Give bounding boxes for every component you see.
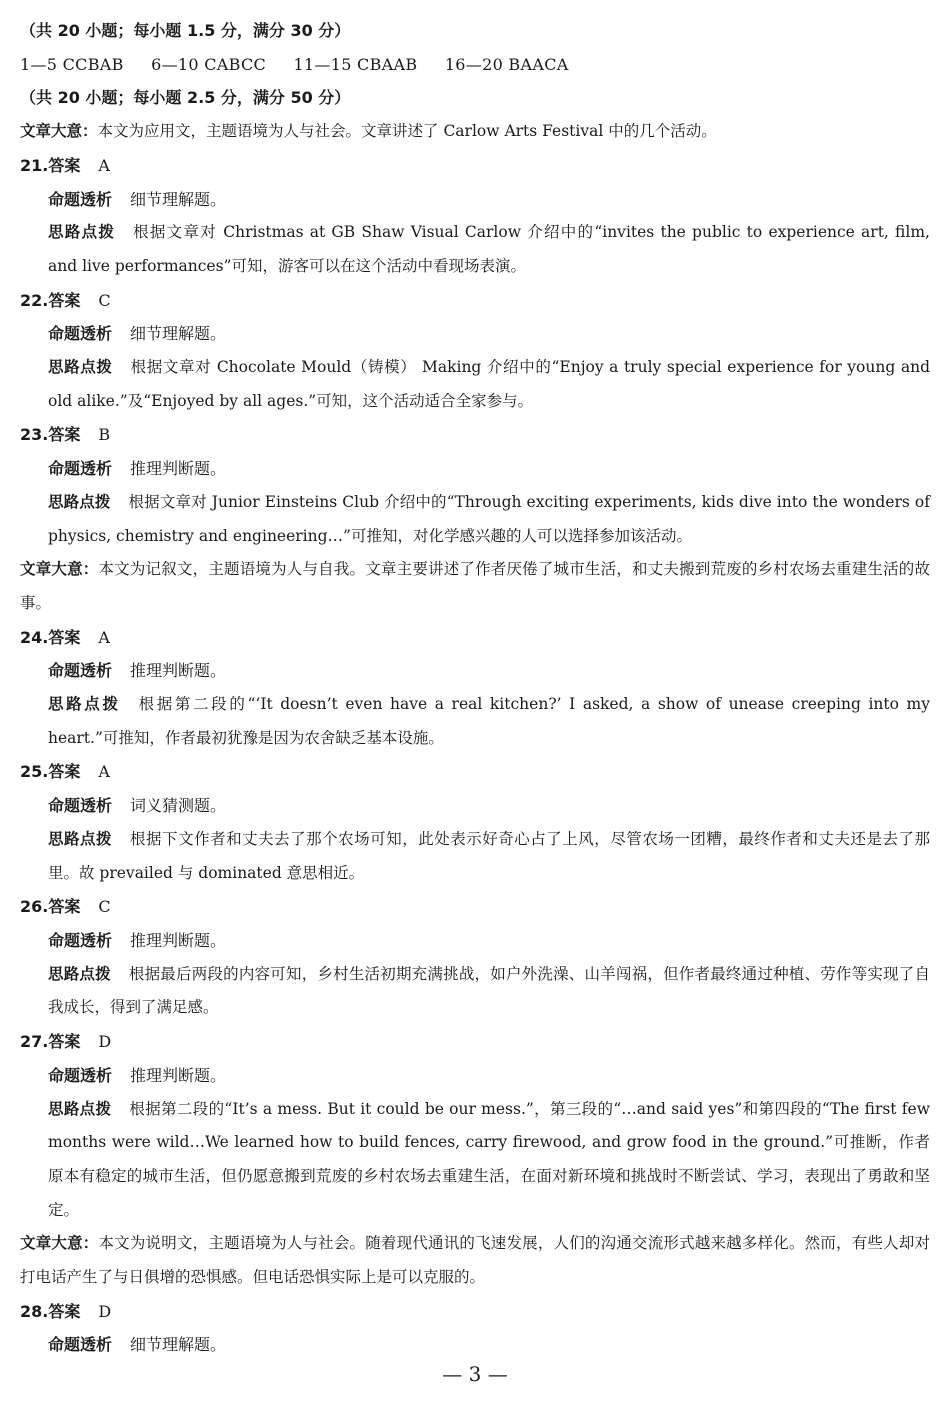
answer-value: C (98, 290, 111, 310)
answer-value: A (98, 627, 110, 647)
hint-text: 根据文章对 Junior Einsteins Club 介绍中的“Through exciting experiments, kids dive into the wonders of physics, chemistry and engineering…”可推知，对化学感兴趣的人可以选择参加该活动。 (48, 492, 930, 545)
answer-value: A (98, 155, 110, 175)
type-label: 命题透析 (48, 796, 113, 816)
type-value: 推理判断题。 (130, 661, 227, 681)
answer-label: 答案 (48, 1032, 81, 1052)
section2-title: （共 20 小题；每小题 2.5 分，满分 50 分） (20, 88, 351, 108)
passage-summary (20, 1227, 930, 1294)
question-type (20, 317, 930, 351)
answer-label: 答案 (48, 1301, 81, 1321)
answer-value: D (98, 1032, 112, 1052)
question-header (20, 1295, 930, 1329)
question-number: 26. (20, 897, 49, 917)
question-header (20, 284, 930, 318)
question-type (20, 924, 930, 958)
type-label: 命题透析 (48, 1335, 113, 1355)
question-header (20, 418, 930, 452)
question-header (20, 621, 930, 655)
answer-label: 答案 (48, 762, 81, 782)
answer-label: 答案 (48, 897, 81, 917)
question-number: 22. (20, 290, 49, 310)
question-hint (20, 958, 930, 1025)
question-type (20, 1059, 930, 1093)
question-number: 24. (20, 627, 49, 647)
type-label: 命题透析 (48, 324, 113, 344)
summary-label: 文章大意： (20, 560, 99, 579)
question-number: 23. (20, 425, 49, 445)
type-value: 推理判断题。 (130, 930, 227, 950)
hint-label: 思路点拨 (48, 964, 111, 983)
question-number: 27. (20, 1032, 49, 1052)
summary-text: 本文为记叙文，主题语境为人与自我。文章主要讲述了作者厌倦了城市生活，和丈夫搬到荒废的乡村农场去重建生活的故事。 (20, 560, 930, 612)
answer-value: D (98, 1301, 112, 1321)
question-hint (20, 216, 930, 283)
type-value: 细节理解题。 (130, 189, 227, 209)
question-number: 28. (20, 1301, 49, 1321)
hint-label: 思路点拨 (48, 829, 113, 848)
summary-text: 本文为应用文，主题语境为人与社会。文章讲述了 Carlow Arts Festival 中的几个活动。 (97, 122, 717, 141)
passage-summary (20, 115, 930, 149)
type-value: 词义猜测题。 (130, 796, 227, 816)
type-label: 命题透析 (48, 930, 113, 950)
answer-label: 答案 (48, 155, 81, 175)
hint-label: 思路点拨 (48, 358, 113, 377)
answer-label: 答案 (48, 290, 81, 310)
type-value: 推理判断题。 (130, 459, 227, 479)
question-number: 25. (20, 762, 49, 782)
question-type (20, 1328, 930, 1362)
summary-label: 文章大意： (20, 122, 98, 141)
answer-key-group: 1—5 CCBAB (20, 54, 124, 74)
question-hint (20, 823, 930, 890)
hint-text: 根据最后两段的内容可知，乡村生活初期充满挑战，如户外洗澡、山羊闯祸，但作者最终通过种植、劳作等实现了自我成长，得到了满足感。 (48, 964, 930, 1017)
answer-key-group: 11—15 CBAAB (293, 54, 418, 74)
type-label: 命题透析 (48, 189, 113, 209)
summary-label: 文章大意： (20, 1234, 99, 1253)
hint-label: 思路点拨 (48, 492, 111, 511)
hint-label: 思路点拨 (48, 695, 121, 714)
answer-value: B (98, 425, 111, 445)
question-number: 21. (20, 155, 49, 175)
type-value: 推理判断题。 (130, 1065, 227, 1085)
hint-text: 根据文章对 Chocolate Mould（铸模） Making 介绍中的“Enjoy a truly special experience for young and old alike.”及“Enjoyed by all ages.”可知，这个活动适合全家参与。 (48, 358, 930, 410)
answer-value: C (98, 897, 111, 917)
hint-text: 根据文章对 Christmas at GB Shaw Visual Carlow 介绍中的“invites the public to experience art, film, and live performances”可知，游客可以在这个活动中看现场表演。 (48, 223, 930, 275)
hint-label: 思路点拨 (48, 1099, 112, 1118)
question-header (20, 1025, 930, 1059)
answer-label: 答案 (48, 425, 81, 445)
question-type (20, 452, 930, 486)
answer-key-group: 6—10 CABCC (151, 54, 267, 74)
passage-summary (20, 553, 930, 620)
answer-value: A (98, 762, 110, 782)
hint-text: 根据下文作者和丈夫去了那个农场可知，此处表示好奇心占了上风，尽管农场一团糟，最终作者和丈夫还是去了那里。故 prevailed 与 dominated 意思相近。 (48, 829, 930, 882)
section1-title: （共 20 小题；每小题 1.5 分，满分 30 分） (20, 21, 351, 40)
type-label: 命题透析 (48, 459, 113, 479)
type-value: 细节理解题。 (130, 1335, 227, 1355)
question-hint (20, 688, 930, 755)
type-label: 命题透析 (48, 1065, 113, 1085)
question-type (20, 183, 930, 217)
question-hint (20, 486, 930, 553)
hint-text: 根据第二段的“It’s a mess. But it could be our mess.”，第三段的“…and said yes”和第四段的“The first few months were wild…We learned how to build fences, carry firewood, and grow food in the ground.”可推断，作者原本有稳定的城市生活，但仍愿意搬到荒废的乡村农场去重建生活，在面对新环境和挑战时不断尝试、学习，表现出了勇敢和坚定。 (48, 1099, 930, 1219)
summary-text: 本文为说明文，主题语境为人与社会。随着现代通讯的飞速发展，人们的沟通交流形式越来越多样化。然而，有些人却对打电话产生了与日俱增的恐惧感。但电话恐惧实际上是可以克服的。 (20, 1234, 930, 1287)
type-value: 细节理解题。 (130, 324, 227, 344)
answer-label: 答案 (48, 627, 81, 647)
answer-key-group: 16—20 BAACA (444, 54, 569, 74)
hint-text: 根据第二段的“‘It doesn’t even have a real kitchen?’ I asked, a show of unease creeping into my heart.”可推知，作者最初犹豫是因为农舍缺乏基本设施。 (48, 695, 930, 747)
question-header (20, 755, 930, 789)
hint-label: 思路点拨 (48, 223, 116, 242)
question-hint (20, 1093, 930, 1228)
answer-key-page (20, 14, 930, 1362)
question-type (20, 654, 930, 688)
question-header (20, 890, 930, 924)
section1-answer-keys (20, 48, 930, 82)
question-type (20, 789, 930, 823)
question-hint (20, 351, 930, 418)
question-header (20, 149, 930, 183)
type-label: 命题透析 (48, 661, 113, 681)
page-number: — 3 — (442, 1362, 508, 1386)
